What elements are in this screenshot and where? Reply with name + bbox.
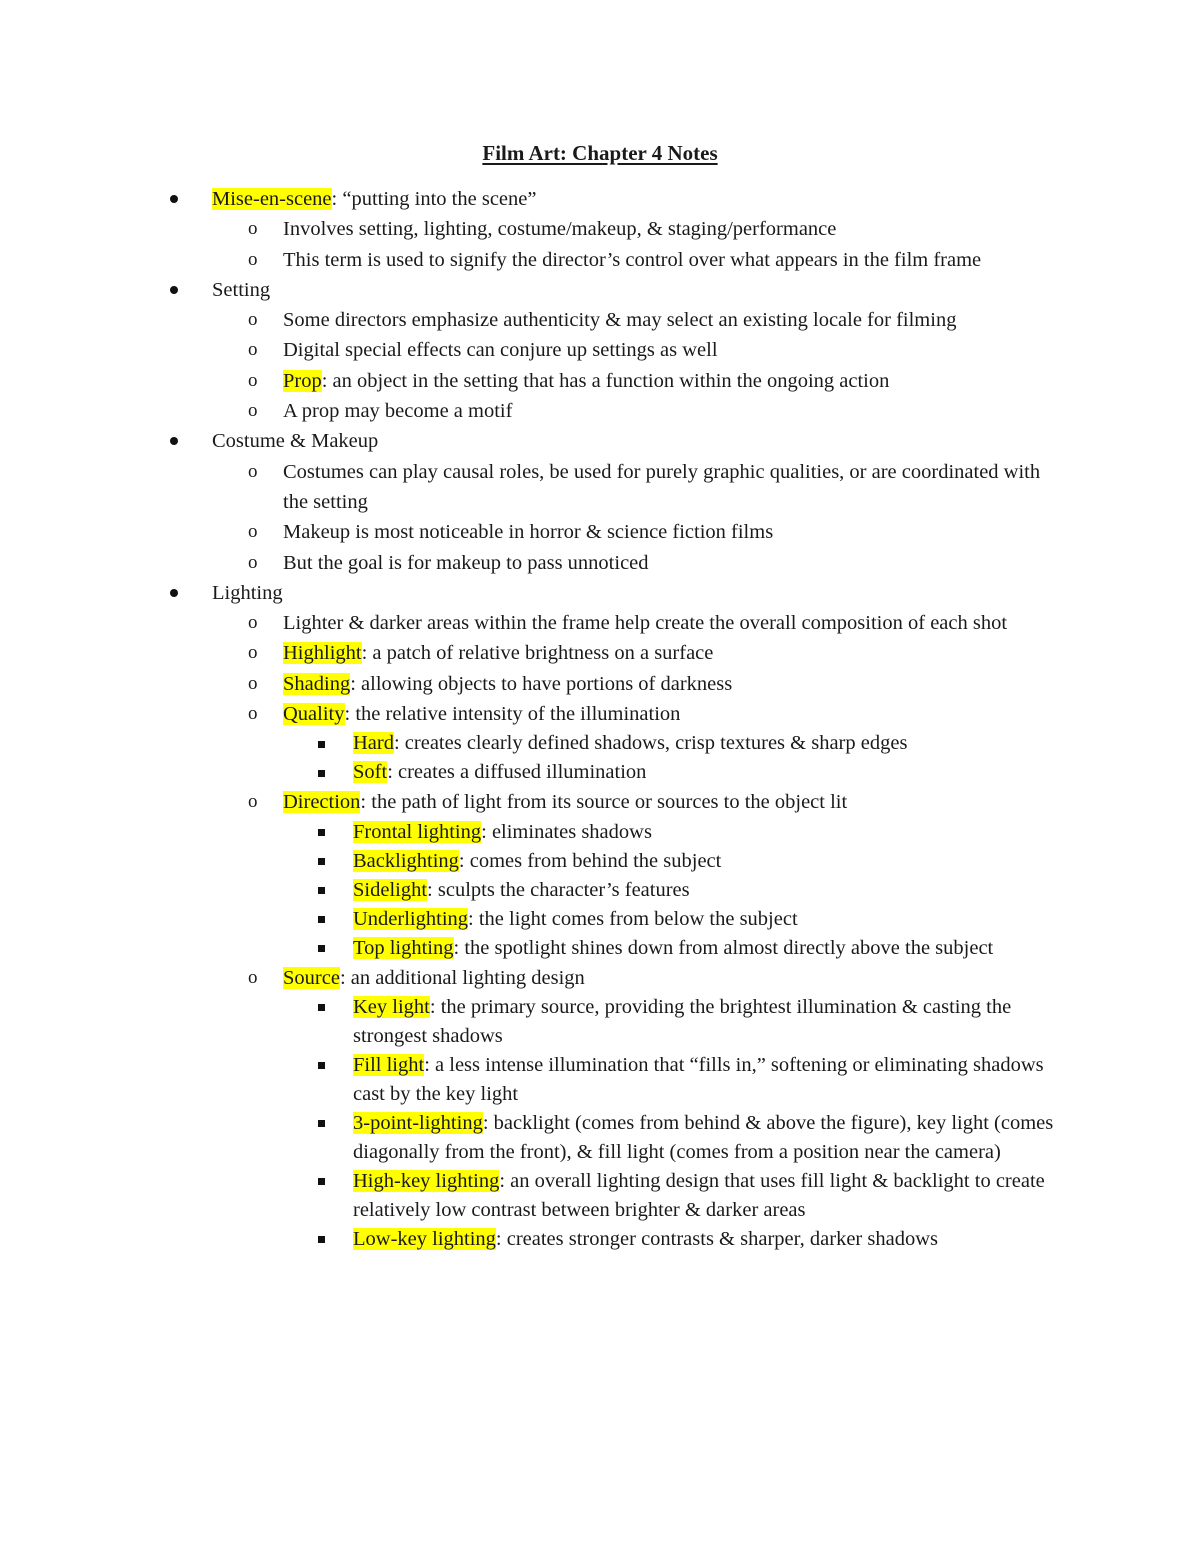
sub-sub-bullet-top-lighting xyxy=(0,934,1063,963)
definition-text: : a less intense illumination that “fills in,” softening or eliminating shadows cast by the key light xyxy=(353,1053,1044,1105)
definition-text: : allowing objects to have portions of darkness xyxy=(350,672,733,695)
definition-text: : sculpts the character’s features xyxy=(427,878,690,901)
sub-sub-bullet-soft xyxy=(0,758,1063,787)
definition-text: : creates clearly defined shadows, crisp textures & sharp edges xyxy=(393,732,908,755)
sub-bullet-prop xyxy=(0,366,1063,396)
sub-bullet-shading xyxy=(0,669,1063,699)
bullet-mise-en-scene xyxy=(0,184,1062,214)
sub-bullet xyxy=(0,396,1063,426)
bullet-costume-makeup xyxy=(0,426,1062,456)
definition-text: : an additional lighting design xyxy=(339,966,585,989)
sub-bullet-text: Some directors emphasize authenticity & may select an existing locale for filming xyxy=(283,309,957,332)
square-bullet-icon xyxy=(318,1109,325,1139)
circle-bullet-icon: o xyxy=(248,672,258,694)
square-bullet-icon xyxy=(318,729,325,759)
highlighted-term: Soft xyxy=(353,761,388,784)
sub-sub-bullet-low-key xyxy=(0,1225,1063,1254)
highlighted-term: Fill light xyxy=(353,1053,425,1076)
highlighted-term: Low-key lighting xyxy=(353,1227,496,1250)
sub-bullet-highlight xyxy=(0,638,1063,668)
highlighted-term: Hard xyxy=(353,732,394,755)
highlighted-term: Direction xyxy=(283,791,361,814)
highlighted-term: Backlighting xyxy=(353,849,459,872)
definition-text: : an overall lighting design that uses fill light & backlight to create relatively low contrast between brighter & darker areas xyxy=(353,1169,1045,1221)
highlighted-term: Underlighting xyxy=(353,907,469,930)
notes-list xyxy=(0,184,1200,1254)
sub-bullet xyxy=(0,457,1063,518)
circle-bullet-icon: o xyxy=(248,966,258,988)
circle-bullet-icon: o xyxy=(248,339,258,361)
sub-bullet-text: Digital special effects can conjure up settings as well xyxy=(283,339,718,362)
square-bullet-icon xyxy=(318,876,325,906)
sub-bullet-text: This term is used to signify the director’s control over what appears in the film frame xyxy=(283,248,982,271)
bullet-icon xyxy=(170,578,178,608)
definition-text: : backlight (comes from behind & above the figure), key light (comes diagonally from the front), & fill light (comes from a position near the camera) xyxy=(353,1111,1054,1163)
sub-bullet-text: A prop may become a motif xyxy=(283,400,513,423)
highlighted-term: Frontal lighting xyxy=(353,820,482,843)
circle-bullet-icon: o xyxy=(248,248,258,270)
circle-bullet-icon: o xyxy=(248,218,258,240)
bullet-label: Setting xyxy=(212,278,271,301)
definition-text: : the relative intensity of the illumination xyxy=(344,703,681,726)
circle-bullet-icon: o xyxy=(248,309,258,331)
sub-sub-bullet-sidelight xyxy=(0,876,1063,905)
page-title: Film Art: Chapter 4 Notes xyxy=(482,141,718,165)
circle-bullet-icon: o xyxy=(248,521,258,543)
sub-bullet-quality xyxy=(0,699,1063,729)
sub-sub-bullet-frontal xyxy=(0,818,1063,847)
definition-text: : eliminates shadows xyxy=(481,820,652,843)
highlighted-term: Highlight xyxy=(283,642,362,665)
definition-text: : the primary source, providing the brightest illumination & casting the strongest shadows xyxy=(353,995,1012,1047)
circle-bullet-icon: o xyxy=(248,703,258,725)
sub-bullet-text: But the goal is for makeup to pass unnoticed xyxy=(283,551,649,574)
definition-text: : a patch of relative brightness on a surface xyxy=(361,642,714,665)
highlighted-term: Mise-en-scene xyxy=(212,188,332,210)
definition-text: : the path of light from its source or sources to the object lit xyxy=(360,791,848,814)
square-bullet-icon xyxy=(318,818,325,848)
definition-text: : the spotlight shines down from almost directly above the subject xyxy=(453,936,994,959)
sub-sub-bullet-fill-light xyxy=(0,1051,1063,1109)
sub-bullet xyxy=(0,305,1063,335)
circle-bullet-icon: o xyxy=(248,400,258,422)
definition-text: : comes from behind the subject xyxy=(458,849,722,872)
square-bullet-icon xyxy=(318,993,325,1023)
sub-sub-bullet-backlighting xyxy=(0,847,1063,876)
circle-bullet-icon: o xyxy=(248,460,258,482)
highlighted-term: Quality xyxy=(283,703,345,726)
sub-bullet xyxy=(0,548,1063,578)
circle-bullet-icon: o xyxy=(248,612,258,634)
sub-bullet-text: Involves setting, lighting, costume/makeup, & staging/performance xyxy=(283,218,837,241)
sub-bullet xyxy=(0,517,1063,547)
sub-sub-bullet-three-point xyxy=(0,1109,1063,1167)
definition-text: : an object in the setting that has a function within the ongoing action xyxy=(321,369,890,392)
circle-bullet-icon: o xyxy=(248,551,258,573)
sub-bullet-text: Lighter & darker areas within the frame help create the overall composition of each shot xyxy=(283,612,1008,635)
sub-bullet-source xyxy=(0,963,1063,993)
sub-sub-bullet-key-light xyxy=(0,993,1063,1051)
square-bullet-icon xyxy=(318,1225,325,1255)
square-bullet-icon xyxy=(318,905,325,935)
bullet-icon xyxy=(170,426,178,456)
sub-bullet xyxy=(0,214,1063,244)
sub-bullet xyxy=(0,335,1063,365)
circle-bullet-icon: o xyxy=(248,791,258,813)
square-bullet-icon xyxy=(318,1167,325,1197)
sub-bullet-direction xyxy=(0,787,1063,817)
highlighted-term: 3-point-lighting xyxy=(353,1111,483,1134)
sub-bullet-text: Costumes can play causal roles, be used for purely graphic qualities, or are coordinated with the setting xyxy=(283,460,1041,513)
definition-text: : “putting into the scene” xyxy=(331,188,537,210)
sub-bullet xyxy=(0,608,1063,638)
highlighted-term: Shading xyxy=(283,672,351,695)
definition-text: : creates a diffused illumination xyxy=(387,761,647,784)
highlighted-term: High-key lighting xyxy=(353,1169,500,1192)
square-bullet-icon xyxy=(318,758,325,788)
bullet-lighting xyxy=(0,578,1062,608)
sub-bullet-text: Makeup is most noticeable in horror & science fiction films xyxy=(283,521,774,544)
definition-text: : the light comes from below the subject xyxy=(468,907,798,930)
highlighted-term: Key light xyxy=(353,995,430,1018)
bullet-icon xyxy=(170,184,178,214)
bullet-label: Lighting xyxy=(212,581,283,604)
highlighted-term: Sidelight xyxy=(353,878,428,901)
highlighted-term: Prop xyxy=(283,369,322,392)
sub-sub-bullet-high-key xyxy=(0,1167,1063,1225)
square-bullet-icon xyxy=(318,1051,325,1081)
circle-bullet-icon: o xyxy=(248,642,258,664)
bullet-icon xyxy=(170,275,178,305)
square-bullet-icon xyxy=(318,934,325,964)
bullet-label: Costume & Makeup xyxy=(212,430,379,453)
definition-text: : creates stronger contrasts & sharper, darker shadows xyxy=(495,1227,938,1250)
sub-sub-bullet-hard xyxy=(0,729,1063,758)
highlighted-term: Source xyxy=(283,966,340,989)
bullet-setting xyxy=(0,275,1062,305)
sub-bullet xyxy=(0,245,1063,275)
square-bullet-icon xyxy=(318,847,325,877)
highlighted-term: Top lighting xyxy=(353,936,454,959)
sub-sub-bullet-underlighting xyxy=(0,905,1063,934)
circle-bullet-icon: o xyxy=(248,369,258,391)
